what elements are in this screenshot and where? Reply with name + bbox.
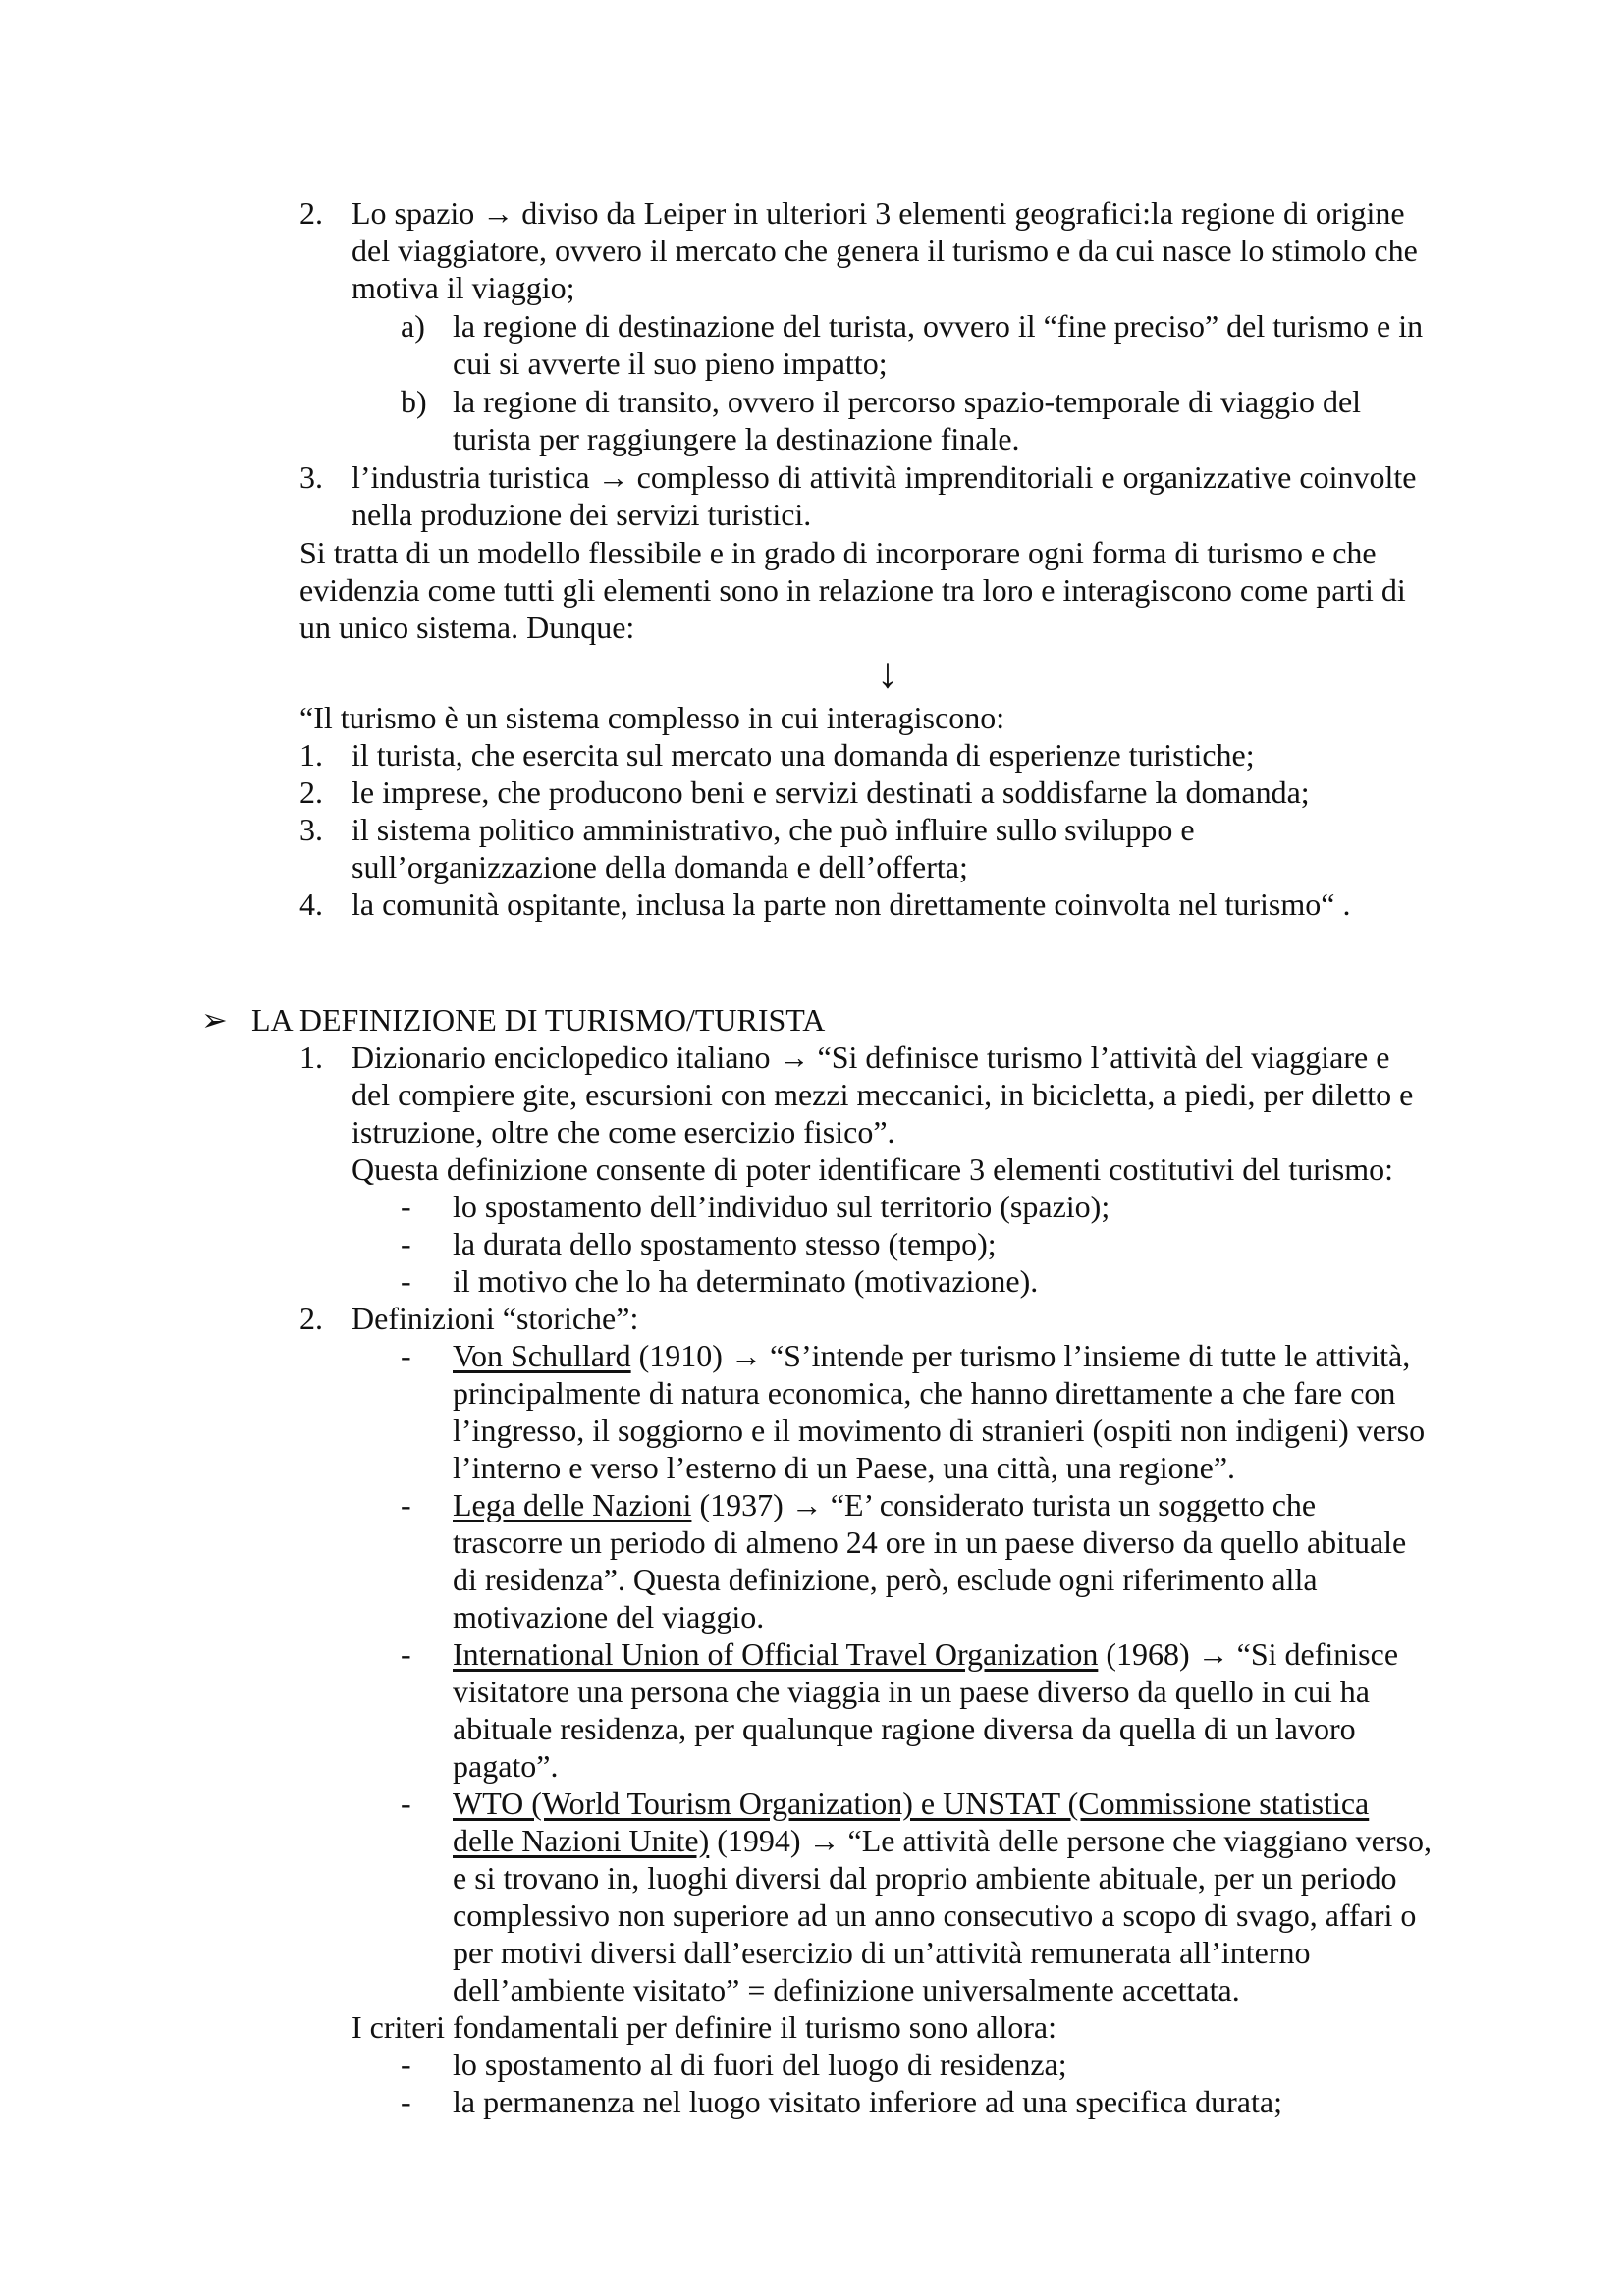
sub-marker: b) xyxy=(401,384,427,419)
text-line: la regione di destinazione del turista, ovvero il “fine preciso” del turismo e in xyxy=(453,308,1424,344)
quote-intro: “Il turismo è un sistema complesso in cui interagiscono: xyxy=(299,700,1005,735)
definition-first-line xyxy=(453,1486,1316,1523)
definition-source: WTO (World Tourism Organization) e UNSTAT (Commissione statistica xyxy=(453,1786,1370,1821)
text-line: cui si avverte il suo pieno impatto; xyxy=(453,346,888,381)
dash-bullet: - xyxy=(401,1786,411,1821)
text-line: l’industria turistica → complesso di attività imprenditoriali e organizzative coinvolte xyxy=(352,459,1417,495)
list-number: 1. xyxy=(299,1040,323,1075)
paragraph-line: Si tratta di un modello flessibile e in grado di incorporare ogni forma di turismo e che xyxy=(299,535,1377,570)
text-line: abituale residenza, per qualunque ragione diversa da quella di un lavoro xyxy=(453,1711,1356,1746)
dash-bullet: - xyxy=(401,1636,411,1672)
definition-text: (1968) → “Si definisce xyxy=(1098,1636,1399,1672)
text-line: l’ingresso, il soggiorno e il movimento di stranieri (ospiti non indigeni) verso xyxy=(453,1413,1426,1448)
list-item: lo spostamento al di fuori del luogo di residenza; xyxy=(453,2047,1067,2082)
definition-text: (1994) → “Le attività delle persone che viaggiano verso, xyxy=(709,1823,1432,1858)
text-line: principalmente di natura economica, che hanno direttamente a che fare con xyxy=(453,1375,1396,1411)
text-line: di residenza”. Questa definizione, però, esclude ogni riferimento alla xyxy=(453,1562,1318,1597)
text-line: il turista, che esercita sul mercato una domanda di esperienze turistiche; xyxy=(352,737,1255,773)
dash-bullet: - xyxy=(401,1487,411,1522)
text-line: per motivi diversi dall’esercizio di un’attività remunerata all’interno xyxy=(453,1935,1311,1970)
list-item: lo spostamento dell’individuo sul territorio (spazio); xyxy=(453,1189,1110,1224)
paragraph-line: un unico sistema. Dunque: xyxy=(299,610,635,645)
list-number: 1. xyxy=(299,737,323,773)
paragraph-line: evidenzia come tutti gli elementi sono in relazione tra loro e interagiscono come parti di xyxy=(299,572,1406,608)
definition-first-line xyxy=(453,1635,1398,1673)
definition-source: Von Schullard xyxy=(453,1338,631,1373)
definition-source: Lega delle Nazioni xyxy=(453,1487,692,1522)
list-number: 2. xyxy=(299,1301,323,1336)
text-line: visitatore una persona che viaggia in un paese diverso da quello in cui ha xyxy=(453,1674,1370,1709)
text-line: del viaggiatore, ovvero il mercato che genera il turismo e da cui nasce lo stimolo che xyxy=(352,233,1418,268)
text-line: turista per raggiungere la destinazione finale. xyxy=(453,421,1020,456)
criteria-intro: I criteri fondamentali per definire il turismo sono allora: xyxy=(352,2009,1056,2045)
definition-source-line xyxy=(453,1785,1369,1822)
text-line: del compiere gite, escursioni con mezzi meccanici, in bicicletta, a piedi, per diletto e xyxy=(352,1077,1414,1112)
text-line: dell’ambiente visitato” = definizione universalmente accettata. xyxy=(453,1972,1240,2007)
dash-bullet: - xyxy=(401,2084,411,2119)
text-line: Questa definizione consente di poter identificare 3 elementi costitutivi del turismo: xyxy=(352,1151,1394,1187)
dash-bullet: - xyxy=(401,1226,411,1261)
definition-first-line xyxy=(453,1337,1410,1374)
text-line: motivazione del viaggio. xyxy=(453,1599,765,1634)
definition-text: (1937) → “E’ considerato turista un soggetto che xyxy=(691,1487,1317,1522)
down-arrow-icon: ↓ xyxy=(877,649,898,697)
dash-bullet: - xyxy=(401,1263,411,1299)
text-line: motiva il viaggio; xyxy=(352,270,575,305)
definition-text: (1910) → “S’intende per turismo l’insieme di tutte le attività, xyxy=(630,1338,1411,1373)
text-line: istruzione, oltre che come esercizio fisico”. xyxy=(352,1114,895,1149)
dash-bullet: - xyxy=(401,2047,411,2082)
text-line: pagato”. xyxy=(453,1748,559,1784)
text-line: Lo spazio → diviso da Leiper in ulteriori 3 elementi geografici:la regione di origine xyxy=(352,195,1405,231)
list-number: 3. xyxy=(299,812,323,847)
list-number: 3. xyxy=(299,459,323,495)
text-line: nella produzione dei servizi turistici. xyxy=(352,497,812,532)
dash-bullet: - xyxy=(401,1338,411,1373)
text-line: la regione di transito, ovvero il percorso spazio-temporale di viaggio del xyxy=(453,384,1362,419)
list-number: 2. xyxy=(299,774,323,810)
dash-bullet: - xyxy=(401,1189,411,1224)
definition-source: delle Nazioni Unite) xyxy=(453,1823,710,1858)
list-number: 4. xyxy=(299,886,323,922)
text-line: trascorre un periodo di almeno 24 ore in un paese diverso da quello abituale xyxy=(453,1524,1407,1560)
arrow-bullet-icon: ➢ xyxy=(201,1002,228,1038)
text-line: la comunità ospitante, inclusa la parte non direttamente coinvolta nel turismo“ . xyxy=(352,886,1351,922)
list-number: 2. xyxy=(299,195,323,231)
section-heading: LA DEFINIZIONE DI TURISMO/TURISTA xyxy=(251,1002,826,1038)
text-line: e si trovano in, luoghi diversi dal proprio ambiente abituale, per un periodo xyxy=(453,1860,1397,1896)
list-item: il motivo che lo ha determinato (motivazione). xyxy=(453,1263,1039,1299)
sub-marker: a) xyxy=(401,308,425,344)
definition-first-line xyxy=(453,1822,1432,1859)
text-line: Dizionario enciclopedico italiano → “Si definisce turismo l’attività del viaggiare e xyxy=(352,1040,1390,1075)
text-line: complessivo non superiore ad un anno consecutivo a scopo di svago, affari o xyxy=(453,1897,1417,1933)
text-line: l’interno e verso l’esterno di un Paese, una città, una regione”. xyxy=(453,1450,1236,1485)
text-line: le imprese, che producono beni e servizi destinati a soddisfarne la domanda; xyxy=(352,774,1310,810)
text-line: sull’organizzazione della domanda e dell’offerta; xyxy=(352,849,968,884)
list-item: la durata dello spostamento stesso (tempo); xyxy=(453,1226,997,1261)
list-item: la permanenza nel luogo visitato inferiore ad una specifica durata; xyxy=(453,2084,1282,2119)
definition-source: International Union of Official Travel Organization xyxy=(453,1636,1099,1672)
text-line: Definizioni “storiche”: xyxy=(352,1301,639,1336)
text-line: il sistema politico amministrativo, che può influire sullo sviluppo e xyxy=(352,812,1195,847)
